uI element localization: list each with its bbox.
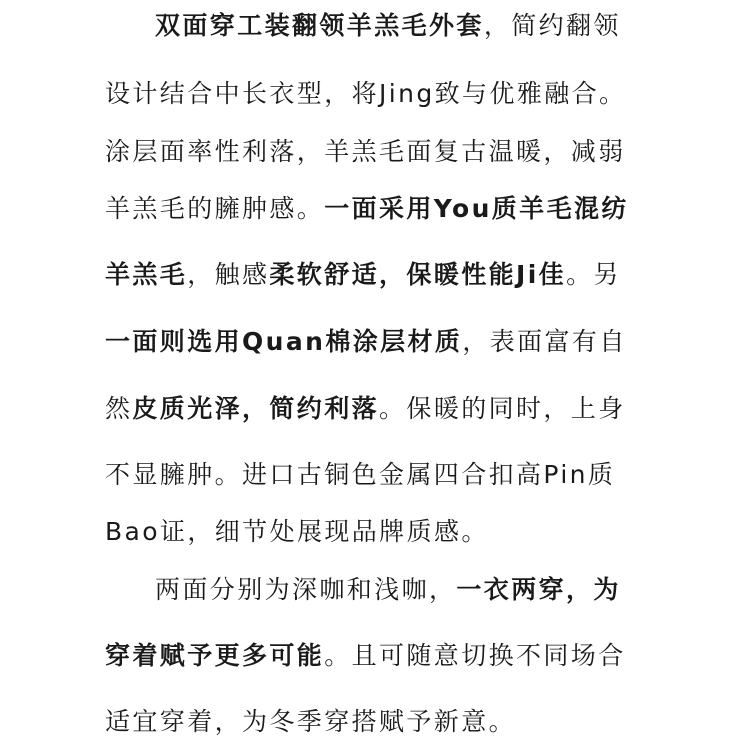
text-run: 然 [105,394,133,423]
text-run: 涂层面率性利落，羊羔毛面复古温暖，减弱 [105,137,626,166]
paragraph-1-line-2 [0,74,750,114]
text-run: 柔软舒适，保暖性能Ji佳 [269,260,567,289]
text-run: ，简约翻领 [483,11,621,40]
text-run: 设计结合中长衣型，将Jing致与优雅融合。 [105,79,627,108]
paragraph-2-line-3 [0,702,750,742]
text-run: 一面采用You质羊毛混纺 [324,194,629,223]
text-run: 一面则选用Quan棉涂层材质 [105,327,463,356]
text-run: ，触感 [187,260,270,289]
paragraph-2-line-1 [0,570,750,610]
text-run: 羊羔毛 [105,260,188,289]
paragraph-1-line-5 [0,255,750,295]
paragraph-1-line-4 [0,189,750,229]
paragraph-1-line-3 [0,132,750,172]
paragraph-1-line-1 [0,6,750,46]
text-run: 。保暖的同时，上身 [379,394,626,423]
paragraph-1-line-9 [0,512,750,552]
text-run: 皮质光泽，简约利落 [132,394,380,423]
text-run: 穿着赋予更多可能 [105,641,325,670]
paragraph-1-line-6 [0,322,750,362]
text-run: 一衣两穿，为 [456,575,621,604]
text-run: 双面穿工装翻领羊羔毛外套 [155,11,484,40]
text-run: 。另 [566,260,621,289]
text-run: 羊羔毛的臃肿感。 [105,194,325,223]
text-run: 两面分别为深咖和浅咖， [155,575,457,604]
paragraph-2-line-2 [0,636,750,676]
paragraph-1-line-8 [0,455,750,495]
paragraph-1-line-7 [0,389,750,429]
text-run: ，表面富有自 [462,327,627,356]
text-run: 适宜穿着，为冬季穿搭赋予新意。 [105,707,517,736]
text-run: 不显臃肿。进口古铜色金属四合扣高Pin质 [105,460,616,489]
text-run: Bao证，细节处展现品牌质感。 [105,517,489,546]
text-run: 。且可随意切换不同场合 [324,641,626,670]
